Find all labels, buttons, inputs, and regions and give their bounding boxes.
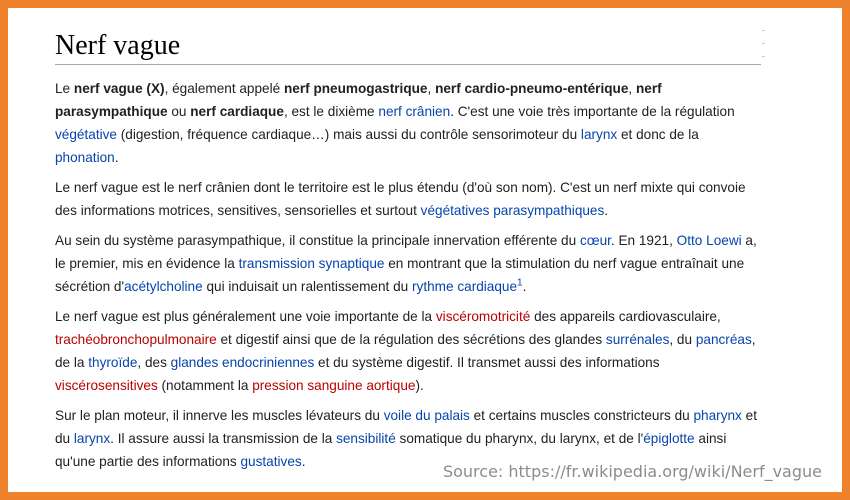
wiki-link[interactable]: cœur	[579, 233, 611, 248]
wiki-link[interactable]: surrénales	[605, 332, 670, 347]
paragraph-intro	[55, 77, 765, 169]
bold-term: nerf cardio-pneumo-entérique	[435, 81, 629, 96]
text-run: . C'est une voie très importante de la régulation	[450, 104, 735, 119]
text-run: des appareils cardiovasculaire,	[530, 309, 721, 324]
text-run: . Il assure aussi la transmission de la	[110, 431, 337, 446]
text-run: .	[114, 150, 119, 165]
wiki-link[interactable]: acétylcholine	[124, 279, 203, 294]
text-run: Sur le plan moteur, il innerve les muscles lévateurs du	[55, 408, 384, 423]
red-link[interactable]: viscéromotricité	[435, 309, 531, 324]
text-run: , de la	[55, 332, 756, 370]
text-run: .	[604, 203, 609, 218]
text-run: . En 1921,	[610, 233, 677, 248]
text-run: somatique du pharynx, du larynx, et de l'	[395, 431, 644, 446]
text-run: et du	[55, 408, 757, 446]
wiki-link[interactable]: végétatives parasympathiques	[420, 203, 605, 218]
text-run: (digestion, fréquence cardiaque…) mais aussi du contrôle sensorimoteur du	[116, 127, 581, 142]
paragraph-parasympathetic	[55, 229, 765, 298]
wiki-link[interactable]: sensibilité	[336, 431, 396, 446]
paragraph-territory	[55, 176, 765, 222]
wiki-link[interactable]: larynx	[580, 127, 618, 142]
paragraph-visceromotor	[55, 305, 765, 397]
text-run: et du système digestif. Il transmet aussi des informations	[314, 355, 660, 370]
bold-term: nerf vague (X)	[73, 81, 165, 96]
text-run: , des	[137, 355, 171, 370]
text-run: .	[301, 454, 306, 469]
bold-term: nerf cardiaque	[190, 104, 284, 119]
page-title: Nerf vague	[55, 30, 181, 61]
wiki-link[interactable]: rythme cardiaque	[412, 279, 518, 294]
text-run: et certains muscles constricteurs du	[469, 408, 694, 423]
reference-number[interactable]: 1	[517, 277, 523, 289]
wiki-link[interactable]: pharynx	[693, 408, 742, 423]
text-run: ou	[167, 104, 191, 119]
red-link[interactable]: pression sanguine aortique	[252, 378, 416, 393]
wiki-link[interactable]: épiglotte	[643, 431, 695, 446]
text-run: Le nerf vague est le nerf crânien dont le territoire est le plus étendu (d'où son nom). C'est un nerf mixte qui convoie des informations motrices, sensitives, sensorielles et surtout	[55, 180, 746, 218]
text-run: Le	[55, 81, 74, 96]
bold-term: nerf pneumogastrique	[283, 81, 428, 96]
text-run: ).	[415, 378, 424, 393]
red-link[interactable]: trachéobronchopulmonaire	[55, 332, 217, 347]
wiki-link[interactable]: phonation	[55, 150, 115, 165]
wiki-link[interactable]: nerf crânien	[378, 104, 451, 119]
bold-term: nerf parasympathique	[55, 81, 662, 119]
source-caption: Source: https://fr.wikipedia.org/wiki/Nerf_vague	[442, 462, 822, 481]
wiki-link[interactable]: gustatives	[240, 454, 302, 469]
wiki-link[interactable]: pancréas	[695, 332, 752, 347]
wiki-link[interactable]: glandes endocriniennes	[170, 355, 315, 370]
text-run: Au sein du système parasympathique, il constitue la principale innervation efférente du	[55, 233, 580, 248]
text-run: ,	[628, 81, 636, 96]
text-run: en montrant que la stimulation du nerf vague entraînait une sécrétion d'	[55, 256, 745, 294]
wiki-link[interactable]: larynx	[73, 431, 111, 446]
text-run: , est le dixième	[283, 104, 379, 119]
text-run: et digestif ainsi que de la régulation des sécrétions des glandes	[216, 332, 606, 347]
text-run: , du	[669, 332, 696, 347]
title-divider	[55, 64, 761, 65]
article-content	[55, 18, 765, 480]
text-run: ainsi qu'une partie des informations	[55, 431, 727, 469]
wiki-link[interactable]: Otto Loewi	[676, 233, 742, 248]
text-run: qui induisait un ralentissement du	[202, 279, 413, 294]
wiki-link[interactable]: voile du palais	[383, 408, 470, 423]
red-link[interactable]: viscérosensitives	[55, 378, 158, 393]
wiki-link[interactable]: thyroïde	[88, 355, 138, 370]
wiki-link[interactable]: transmission synaptique	[238, 256, 385, 271]
text-run: et donc de la	[617, 127, 699, 142]
text-run: (notamment la	[157, 378, 253, 393]
text-run: ,	[427, 81, 436, 96]
text-run: a, le premier, mis en évidence la	[55, 233, 757, 271]
wiki-link[interactable]: végétative	[55, 127, 117, 142]
text-run: .	[522, 279, 527, 294]
text-run: Le nerf vague est plus généralement une voie importante de la	[55, 309, 436, 324]
sidebar-edge	[762, 30, 765, 90]
text-run: , également appelé	[164, 81, 284, 96]
